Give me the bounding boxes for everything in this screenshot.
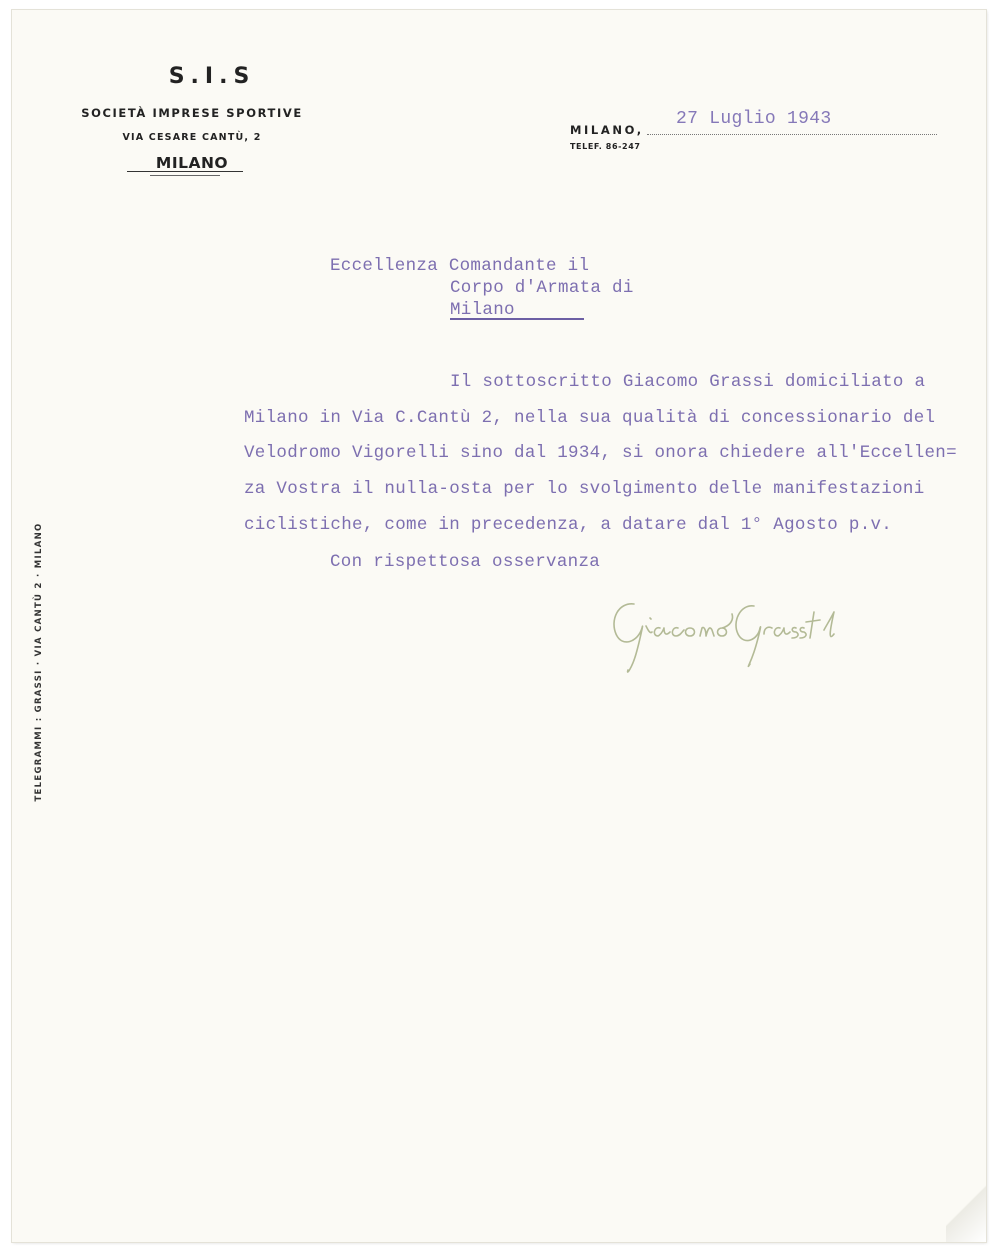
letterhead-company-short: S.I.S — [168, 64, 256, 89]
body-line: Milano in Via C.Cantù 2, nella sua qualità di concessionario del — [244, 408, 936, 428]
letterhead-rule — [127, 171, 243, 172]
side-telegram-text: TELEGRAMMI : GRASSI · VIA CANTÙ 2 · MILANO — [34, 522, 44, 802]
body-line: ciclistiche, come in precedenza, a datare dal 1° Agosto p.v. — [244, 515, 893, 535]
recipient-line: Eccellenza Comandante il — [330, 256, 590, 276]
page-corner-fold — [946, 1172, 986, 1242]
handwritten-signature — [604, 590, 844, 685]
place-label: MILANO, — [570, 123, 644, 137]
body-line: Velodromo Vigorelli sino dal 1934, si onora chiedere all'Eccellen= — [244, 443, 957, 463]
recipient-underline — [450, 318, 584, 320]
letterhead-company-name: SOCIETÀ IMPRESE SPORTIVE — [81, 106, 303, 120]
signature-drawing — [604, 590, 844, 685]
date-dotted-line — [647, 134, 937, 135]
closing-line: Con rispettosa osservanza — [330, 552, 601, 572]
body-line: Il sottoscritto Giacomo Grassi domiciliato a — [450, 372, 926, 392]
recipient-line: Milano — [450, 300, 515, 320]
letterhead-rule-short — [150, 175, 220, 176]
body-line: za Vostra il nulla-osta per lo svolgimento delle manifestazioni — [244, 479, 925, 499]
letter-date: 27 Luglio 1943 — [676, 109, 832, 129]
telephone: TELEF. 86-247 — [570, 142, 641, 151]
recipient-line: Corpo d'Armata di — [450, 278, 634, 298]
letterhead-city: MILANO — [155, 154, 229, 172]
letterhead-address: VIA CESARE CANTÙ, 2 — [122, 132, 262, 143]
letter-sheet — [12, 10, 986, 1242]
